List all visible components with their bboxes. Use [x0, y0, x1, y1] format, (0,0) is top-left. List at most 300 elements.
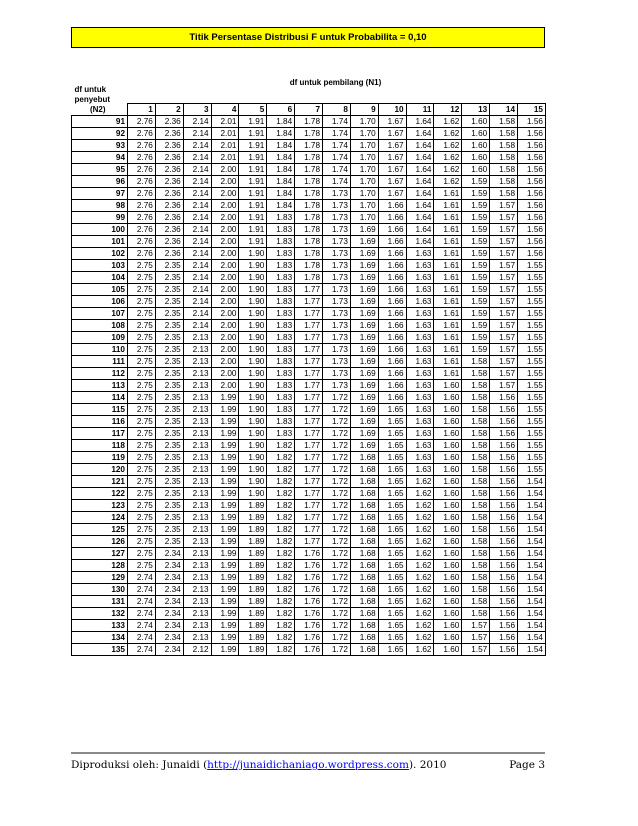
- table-cell: 1.60: [462, 140, 490, 152]
- table-row: [72, 356, 546, 368]
- row-df-label: 120: [72, 464, 128, 476]
- table-cell: 2.35: [155, 428, 183, 440]
- table-cell: 1.84: [267, 200, 295, 212]
- table-cell: 1.64: [406, 236, 434, 248]
- table-cell: 1.83: [267, 380, 295, 392]
- n1-header: df untuk pembilang (N1): [289, 77, 382, 87]
- table-cell: 2.13: [183, 356, 211, 368]
- table-cell: 1.90: [239, 356, 267, 368]
- table-cell: 1.82: [267, 488, 295, 500]
- table-cell: 1.56: [490, 632, 518, 644]
- table-cell: 1.55: [518, 440, 546, 452]
- table-row: [72, 116, 546, 128]
- table-cell: 1.90: [239, 488, 267, 500]
- table-cell: 1.57: [490, 320, 518, 332]
- column-header-9: 9: [350, 104, 378, 116]
- table-cell: 1.82: [267, 608, 295, 620]
- table-cell: 2.75: [128, 560, 156, 572]
- table-cell: 1.91: [239, 164, 267, 176]
- table-cell: 1.83: [267, 260, 295, 272]
- table-cell: 1.58: [462, 500, 490, 512]
- table-cell: 1.89: [239, 608, 267, 620]
- table-cell: 1.55: [518, 404, 546, 416]
- table-cell: 2.34: [155, 620, 183, 632]
- table-cell: 1.59: [462, 272, 490, 284]
- table-cell: 1.57: [462, 620, 490, 632]
- table-cell: 1.70: [350, 152, 378, 164]
- table-cell: 1.58: [490, 116, 518, 128]
- table-cell: 1.73: [323, 224, 351, 236]
- table-cell: 1.60: [434, 440, 462, 452]
- table-cell: 2.74: [128, 572, 156, 584]
- table-cell: 1.70: [350, 212, 378, 224]
- table-cell: 2.35: [155, 488, 183, 500]
- table-cell: 1.61: [434, 236, 462, 248]
- table-cell: 1.73: [323, 212, 351, 224]
- table-cell: 2.13: [183, 632, 211, 644]
- table-cell: 1.74: [323, 140, 351, 152]
- table-cell: 1.65: [378, 548, 406, 560]
- table-row: [72, 332, 546, 344]
- table-cell: 1.65: [378, 620, 406, 632]
- table-cell: 1.91: [239, 152, 267, 164]
- table-cell: 1.58: [490, 152, 518, 164]
- row-df-label: 110: [72, 344, 128, 356]
- table-cell: 1.54: [518, 536, 546, 548]
- table-cell: 2.13: [183, 608, 211, 620]
- table-cell: 1.61: [434, 356, 462, 368]
- table-cell: 1.83: [267, 212, 295, 224]
- table-cell: 1.67: [378, 116, 406, 128]
- table-cell: 1.66: [378, 368, 406, 380]
- table-cell: 1.58: [462, 416, 490, 428]
- table-cell: 1.83: [267, 392, 295, 404]
- table-cell: 1.55: [518, 380, 546, 392]
- table-cell: 1.60: [434, 524, 462, 536]
- table-cell: 1.65: [378, 584, 406, 596]
- table-cell: 1.63: [406, 440, 434, 452]
- table-cell: 1.61: [434, 332, 462, 344]
- table-cell: 1.66: [378, 356, 406, 368]
- table-cell: 2.13: [183, 464, 211, 476]
- table-row: [72, 344, 546, 356]
- table-cell: 1.68: [350, 500, 378, 512]
- table-cell: 1.73: [323, 380, 351, 392]
- table-cell: 1.91: [239, 128, 267, 140]
- table-cell: 1.63: [406, 404, 434, 416]
- table-cell: 1.89: [239, 632, 267, 644]
- table-cell: 2.00: [211, 248, 239, 260]
- table-cell: 1.78: [295, 236, 323, 248]
- table-cell: 1.77: [295, 404, 323, 416]
- table-cell: 1.60: [434, 488, 462, 500]
- table-cell: 2.36: [155, 188, 183, 200]
- table-row: [72, 176, 546, 188]
- table-cell: 1.82: [267, 620, 295, 632]
- table-row: [72, 200, 546, 212]
- table-cell: 1.56: [518, 200, 546, 212]
- table-cell: 1.58: [462, 404, 490, 416]
- row-df-label: 97: [72, 188, 128, 200]
- table-cell: 2.13: [183, 380, 211, 392]
- table-cell: 2.75: [128, 296, 156, 308]
- table-cell: 2.75: [128, 392, 156, 404]
- table-cell: 1.73: [323, 284, 351, 296]
- table-cell: 1.83: [267, 356, 295, 368]
- table-cell: 2.13: [183, 548, 211, 560]
- table-cell: 1.59: [462, 320, 490, 332]
- row-df-label: 112: [72, 368, 128, 380]
- table-cell: 1.66: [378, 392, 406, 404]
- table-cell: 1.72: [323, 644, 351, 656]
- table-cell: 2.75: [128, 512, 156, 524]
- table-cell: 1.84: [267, 128, 295, 140]
- table-cell: 1.83: [267, 332, 295, 344]
- table-cell: 2.75: [128, 308, 156, 320]
- table-cell: 1.77: [295, 380, 323, 392]
- table-cell: 1.65: [378, 488, 406, 500]
- table-cell: 1.56: [518, 248, 546, 260]
- table-cell: 1.60: [434, 512, 462, 524]
- table-cell: 2.01: [211, 152, 239, 164]
- table-cell: 1.63: [406, 464, 434, 476]
- table-cell: 2.00: [211, 356, 239, 368]
- table-cell: 1.55: [518, 344, 546, 356]
- table-cell: 1.65: [378, 572, 406, 584]
- table-cell: 1.55: [518, 272, 546, 284]
- table-cell: 2.75: [128, 452, 156, 464]
- table-cell: 1.64: [406, 152, 434, 164]
- table-cell: 1.63: [406, 296, 434, 308]
- table-cell: 1.84: [267, 188, 295, 200]
- table-cell: 2.75: [128, 524, 156, 536]
- table-cell: 1.76: [295, 548, 323, 560]
- table-cell: 2.14: [183, 248, 211, 260]
- table-cell: 2.76: [128, 248, 156, 260]
- table-cell: 1.73: [323, 320, 351, 332]
- table-cell: 2.01: [211, 128, 239, 140]
- table-cell: 1.62: [406, 548, 434, 560]
- table-cell: 1.62: [406, 500, 434, 512]
- table-cell: 1.56: [490, 584, 518, 596]
- table-cell: 1.72: [323, 392, 351, 404]
- table-cell: 1.56: [490, 488, 518, 500]
- table-cell: 1.77: [295, 452, 323, 464]
- table-cell: 1.62: [406, 536, 434, 548]
- table-row: [72, 236, 546, 248]
- table-cell: 1.56: [518, 128, 546, 140]
- table-cell: 1.78: [295, 224, 323, 236]
- row-df-label: 107: [72, 308, 128, 320]
- table-cell: 1.56: [518, 116, 546, 128]
- table-cell: 1.68: [350, 548, 378, 560]
- table-cell: 1.57: [490, 236, 518, 248]
- table-cell: 1.78: [295, 164, 323, 176]
- table-cell: 1.99: [211, 620, 239, 632]
- table-cell: 1.83: [267, 308, 295, 320]
- table-cell: 2.75: [128, 356, 156, 368]
- table-cell: 1.99: [211, 608, 239, 620]
- table-cell: 1.65: [378, 644, 406, 656]
- table-cell: 1.58: [462, 488, 490, 500]
- table-cell: 1.54: [518, 584, 546, 596]
- table-cell: 1.70: [350, 164, 378, 176]
- table-cell: 1.56: [490, 644, 518, 656]
- n2-header-line: (N2): [89, 105, 106, 114]
- table-cell: 1.58: [490, 188, 518, 200]
- table-cell: 2.00: [211, 320, 239, 332]
- table-cell: 1.99: [211, 632, 239, 644]
- row-df-label: 131: [72, 596, 128, 608]
- table-row: [72, 260, 546, 272]
- table-cell: 1.62: [406, 572, 434, 584]
- table-cell: 1.62: [406, 524, 434, 536]
- table-cell: 1.56: [518, 164, 546, 176]
- table-cell: 1.66: [378, 224, 406, 236]
- table-cell: 2.76: [128, 188, 156, 200]
- table-cell: 1.83: [267, 344, 295, 356]
- table-cell: 1.60: [434, 560, 462, 572]
- table-cell: 2.75: [128, 428, 156, 440]
- table-cell: 1.69: [350, 404, 378, 416]
- table-cell: 1.56: [490, 620, 518, 632]
- row-df-label: 99: [72, 212, 128, 224]
- table-cell: 1.91: [239, 224, 267, 236]
- table-row: [72, 152, 546, 164]
- table-cell: 1.65: [378, 536, 406, 548]
- column-header-1: 1: [128, 104, 156, 116]
- table-cell: 1.63: [406, 356, 434, 368]
- table-cell: 1.60: [462, 164, 490, 176]
- table-cell: 1.67: [378, 140, 406, 152]
- table-cell: 2.14: [183, 272, 211, 284]
- table-cell: 1.90: [239, 452, 267, 464]
- table-cell: 1.69: [350, 344, 378, 356]
- table-cell: 2.14: [183, 200, 211, 212]
- table-cell: 1.55: [518, 332, 546, 344]
- table-cell: 2.13: [183, 536, 211, 548]
- table-row: [72, 620, 546, 632]
- table-cell: 1.72: [323, 440, 351, 452]
- table-cell: 1.69: [350, 236, 378, 248]
- table-cell: 1.57: [490, 248, 518, 260]
- table-cell: 2.75: [128, 368, 156, 380]
- table-cell: 1.60: [434, 548, 462, 560]
- table-cell: 1.91: [239, 140, 267, 152]
- table-cell: 1.56: [490, 452, 518, 464]
- column-header-12: 12: [434, 104, 462, 116]
- table-cell: 1.56: [518, 152, 546, 164]
- table-cell: 1.68: [350, 524, 378, 536]
- table-cell: 2.34: [155, 632, 183, 644]
- table-cell: 2.35: [155, 536, 183, 548]
- table-cell: 1.62: [434, 164, 462, 176]
- table-cell: 1.73: [323, 188, 351, 200]
- table-cell: 2.13: [183, 488, 211, 500]
- table-cell: 1.63: [406, 392, 434, 404]
- table-cell: 1.72: [323, 548, 351, 560]
- row-df-label: 135: [72, 644, 128, 656]
- table-cell: 1.56: [490, 572, 518, 584]
- table-cell: 2.14: [183, 236, 211, 248]
- column-header-2: 2: [155, 104, 183, 116]
- table-cell: 1.59: [462, 188, 490, 200]
- table-cell: 1.56: [490, 560, 518, 572]
- table-cell: 2.75: [128, 500, 156, 512]
- table-cell: 1.74: [323, 176, 351, 188]
- footer: [71, 759, 545, 775]
- column-header-7: 7: [295, 104, 323, 116]
- table-cell: 1.99: [211, 392, 239, 404]
- table-cell: 1.74: [323, 128, 351, 140]
- table-cell: 1.77: [295, 500, 323, 512]
- table-cell: 1.90: [239, 248, 267, 260]
- table-row: [72, 224, 546, 236]
- row-df-label: 116: [72, 416, 128, 428]
- table-cell: 1.99: [211, 524, 239, 536]
- table-cell: 1.78: [295, 260, 323, 272]
- table-cell: 1.78: [295, 116, 323, 128]
- table-cell: 2.00: [211, 284, 239, 296]
- table-cell: 1.72: [323, 488, 351, 500]
- table-cell: 1.77: [295, 284, 323, 296]
- row-df-label: 130: [72, 584, 128, 596]
- table-cell: 1.78: [295, 188, 323, 200]
- column-header-11: 11: [406, 104, 434, 116]
- table-cell: 1.99: [211, 440, 239, 452]
- table-cell: 1.99: [211, 500, 239, 512]
- table-cell: 1.62: [434, 128, 462, 140]
- table-cell: 1.56: [490, 428, 518, 440]
- table-cell: 1.73: [323, 200, 351, 212]
- table-cell: 1.58: [462, 368, 490, 380]
- table-cell: 1.90: [239, 428, 267, 440]
- table-cell: 1.69: [350, 296, 378, 308]
- table-cell: 1.90: [239, 260, 267, 272]
- table-cell: 1.60: [434, 620, 462, 632]
- table-cell: 1.62: [406, 560, 434, 572]
- table-cell: 1.60: [434, 632, 462, 644]
- row-df-label: 91: [72, 116, 128, 128]
- table-cell: 1.57: [490, 296, 518, 308]
- table-cell: 1.66: [378, 296, 406, 308]
- table-cell: 1.58: [490, 176, 518, 188]
- row-df-label: 122: [72, 488, 128, 500]
- table-cell: 1.82: [267, 440, 295, 452]
- table-cell: 1.99: [211, 536, 239, 548]
- table-cell: 1.77: [295, 416, 323, 428]
- table-cell: 1.90: [239, 344, 267, 356]
- table-cell: 1.58: [462, 452, 490, 464]
- table-cell: 1.67: [378, 152, 406, 164]
- table-cell: 1.89: [239, 644, 267, 656]
- table-cell: 1.60: [434, 464, 462, 476]
- table-cell: 2.00: [211, 260, 239, 272]
- table-cell: 1.82: [267, 512, 295, 524]
- table-cell: 1.68: [350, 644, 378, 656]
- table-cell: 1.77: [295, 356, 323, 368]
- row-df-label: 128: [72, 560, 128, 572]
- footer-divider: [71, 752, 545, 754]
- table-cell: 1.65: [378, 476, 406, 488]
- row-df-label: 118: [72, 440, 128, 452]
- table-row: [72, 440, 546, 452]
- table-cell: 1.69: [350, 248, 378, 260]
- table-row: [72, 536, 546, 548]
- table-cell: 1.90: [239, 476, 267, 488]
- table-cell: 1.62: [406, 476, 434, 488]
- table-cell: 1.54: [518, 608, 546, 620]
- table-row: [72, 368, 546, 380]
- table-cell: 2.35: [155, 440, 183, 452]
- row-df-label: 103: [72, 260, 128, 272]
- table-cell: 1.54: [518, 644, 546, 656]
- table-cell: 1.70: [350, 140, 378, 152]
- table-cell: 1.60: [434, 608, 462, 620]
- table-cell: 1.99: [211, 572, 239, 584]
- table-cell: 2.34: [155, 596, 183, 608]
- table-cell: 2.36: [155, 152, 183, 164]
- table-cell: 1.60: [462, 128, 490, 140]
- row-df-label: 98: [72, 200, 128, 212]
- table-cell: 2.35: [155, 452, 183, 464]
- table-cell: 1.56: [490, 464, 518, 476]
- table-cell: 1.89: [239, 512, 267, 524]
- table-cell: 1.55: [518, 464, 546, 476]
- table-cell: 1.77: [295, 536, 323, 548]
- table-cell: 1.55: [518, 260, 546, 272]
- footer-suffix: ). 2010: [408, 759, 447, 771]
- table-row: [72, 608, 546, 620]
- table-cell: 2.74: [128, 620, 156, 632]
- n2-header-line: penyebut: [74, 95, 111, 104]
- table-cell: 1.65: [378, 608, 406, 620]
- table-cell: 2.13: [183, 368, 211, 380]
- table-cell: 1.89: [239, 524, 267, 536]
- table-cell: 1.68: [350, 632, 378, 644]
- table-cell: 2.13: [183, 560, 211, 572]
- table-cell: 2.36: [155, 236, 183, 248]
- table-cell: 1.99: [211, 512, 239, 524]
- table-cell: 1.82: [267, 632, 295, 644]
- table-cell: 2.75: [128, 416, 156, 428]
- table-cell: 1.61: [434, 200, 462, 212]
- row-df-label: 132: [72, 608, 128, 620]
- table-cell: 2.12: [183, 644, 211, 656]
- table-cell: 1.61: [434, 272, 462, 284]
- footer-prefix: Diproduksi oleh: Junaidi (: [71, 759, 208, 771]
- table-cell: 2.35: [155, 320, 183, 332]
- table-cell: 1.73: [323, 236, 351, 248]
- table-cell: 1.68: [350, 536, 378, 548]
- table-cell: 2.14: [183, 260, 211, 272]
- table-cell: 2.36: [155, 176, 183, 188]
- table-cell: 1.73: [323, 248, 351, 260]
- table-row: [72, 596, 546, 608]
- table-cell: 2.13: [183, 572, 211, 584]
- table-cell: 1.64: [406, 140, 434, 152]
- table-cell: 1.72: [323, 572, 351, 584]
- table-cell: 1.83: [267, 284, 295, 296]
- table-cell: 1.60: [462, 152, 490, 164]
- table-cell: 1.62: [406, 584, 434, 596]
- footer-link[interactable]: http://junaidichaniago.wordpress.com: [207, 759, 409, 771]
- table-cell: 2.76: [128, 236, 156, 248]
- row-df-label: 92: [72, 128, 128, 140]
- table-cell: 1.56: [490, 440, 518, 452]
- table-cell: 2.14: [183, 176, 211, 188]
- table-cell: 2.75: [128, 284, 156, 296]
